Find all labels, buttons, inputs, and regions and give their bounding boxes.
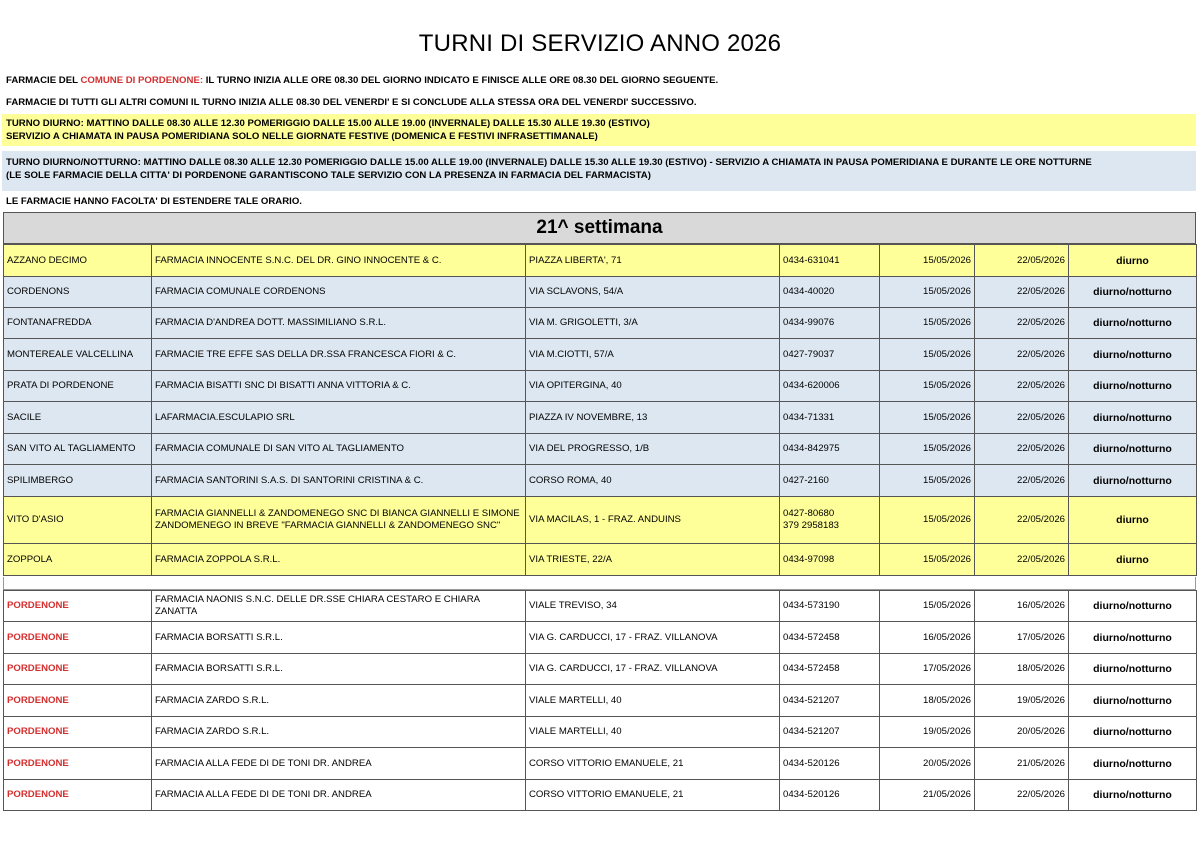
address-cell: VIA M. GRIGOLETTI, 3/A [526,308,780,339]
table-row [4,277,1197,308]
pharmacy-name-cell: FARMACIA ZARDO S.R.L. [152,685,526,717]
end-date-cell: 20/05/2026 [975,717,1069,748]
end-date-cell: 22/05/2026 [975,339,1069,371]
phone-cell: 0434-40020 [780,277,880,308]
note-suffix: IL TURNO INIZIA ALLE ORE 08.30 DEL GIORNO INDICATO E FINISCE ALLE ORE 08.30 DEL GIORNO SEGUENTE. [203,75,719,86]
comune-cell: PRATA DI PORDENONE [4,371,152,402]
start-date-cell: 18/05/2026 [880,685,975,717]
note-facolta: LE FARMACIE HANNO FACOLTA' DI ESTENDERE TALE ORARIO. [6,196,302,207]
comune-cell: ZOPPOLA [4,544,152,576]
service-type-cell: diurno/notturno [1069,780,1197,811]
pharmacy-name-cell: FARMACIA BISATTI SNC DI BISATTI ANNA VITTORIA & C. [152,371,526,402]
table-row [4,465,1197,497]
pharmacy-name-cell: FARMACIA BORSATTI S.R.L. [152,622,526,654]
start-date-cell: 15/05/2026 [880,339,975,371]
phone-cell: 0434-521207 [780,685,880,717]
table-row [4,654,1197,685]
address-cell: VIALE MARTELLI, 40 [526,717,780,748]
address-cell: VIA G. CARDUCCI, 17 - FRAZ. VILLANOVA [526,622,780,654]
pharmacy-name-cell: FARMACIA COMUNALE CORDENONS [152,277,526,308]
comune-cell: PORDENONE [4,780,152,811]
pharmacy-name-cell: FARMACIA ZARDO S.R.L. [152,717,526,748]
start-date-cell: 15/05/2026 [880,591,975,622]
comune-cell: PORDENONE [4,685,152,717]
start-date-cell: 21/05/2026 [880,780,975,811]
start-date-cell: 15/05/2026 [880,497,975,544]
comune-cell: PORDENONE [4,622,152,654]
comune-cell: CORDENONS [4,277,152,308]
comune-cell: SACILE [4,402,152,434]
end-date-cell: 22/05/2026 [975,245,1069,277]
comune-cell: FONTANAFREDDA [4,308,152,339]
comune-cell: SAN VITO AL TAGLIAMENTO [4,434,152,465]
service-type-cell: diurno/notturno [1069,277,1197,308]
phone-cell: 0434-521207 [780,717,880,748]
end-date-cell: 18/05/2026 [975,654,1069,685]
table-row [4,622,1197,654]
table-row [4,371,1197,402]
comune-cell: VITO D'ASIO [4,497,152,544]
phone-cell: 0434-572458 [780,654,880,685]
service-type-cell: diurno/notturno [1069,434,1197,465]
table-row [4,685,1197,717]
address-cell: VIA MACILAS, 1 - FRAZ. ANDUINS [526,497,780,544]
pharmacy-name-cell: FARMACIA D'ANDREA DOTT. MASSIMILIANO S.R.L. [152,308,526,339]
end-date-cell: 21/05/2026 [975,748,1069,780]
service-type-cell: diurno [1069,245,1197,277]
phone-cell: 0434-631041 [780,245,880,277]
comune-cell: PORDENONE [4,748,152,780]
week-header: 21^ settimana [3,212,1196,244]
start-date-cell: 15/05/2026 [880,308,975,339]
start-date-cell: 17/05/2026 [880,654,975,685]
address-cell: VIA M.CIOTTI, 57/A [526,339,780,371]
note-other-comuni-hours: FARMACIE DI TUTTI GLI ALTRI COMUNI IL TURNO INIZIA ALLE 08.30 DEL VENERDI' E SI CONCLUDE ALLA STESSA ORA DEL VENERDI' SUCCESSIVO. [6,97,697,108]
end-date-cell: 22/05/2026 [975,497,1069,544]
start-date-cell: 15/05/2026 [880,371,975,402]
table-row [4,497,1197,544]
table-row [4,245,1197,277]
pharmacy-name-cell: LAFARMACIA.ESCULAPIO SRL [152,402,526,434]
phone-cell: 0427-2160 [780,465,880,497]
page-title: TURNI DI SERVIZIO ANNO 2026 [418,30,782,57]
phone-cell: 0427-79037 [780,339,880,371]
service-type-cell: diurno [1069,497,1197,544]
diurno-info-line-1: TURNO DIURNO: MATTINO DALLE 08.30 ALLE 12.30 POMERIGGIO DALLE 15.00 ALLE 19.00 (INVERNALE) DALLE 15.30 ALLE 19.30 (ESTIVO) [6,118,650,129]
service-type-cell: diurno/notturno [1069,748,1197,780]
phone-cell: 0434-573190 [780,591,880,622]
note-prefix: FARMACIE DEL [6,75,81,86]
end-date-cell: 22/05/2026 [975,277,1069,308]
end-date-cell: 22/05/2026 [975,371,1069,402]
notturno-info-line-2: (LE SOLE FARMACIE DELLA CITTA' DI PORDENONE GARANTISCONO TALE SERVIZIO CON LA PRESENZA IN FARMACIA DEL FARMACISTA) [6,170,651,181]
address-cell: VIA TRIESTE, 22/A [526,544,780,576]
table-row [4,591,1197,622]
address-cell: CORSO VITTORIO EMANUELE, 21 [526,780,780,811]
province-shifts-table [3,244,1197,576]
pharmacy-name-cell: FARMACIA COMUNALE DI SAN VITO AL TAGLIAMENTO [152,434,526,465]
address-cell: CORSO VITTORIO EMANUELE, 21 [526,748,780,780]
phone-cell: 0434-620006 [780,371,880,402]
phone-line-2: 379 2958183 [783,520,840,531]
service-type-cell: diurno/notturno [1069,371,1197,402]
comune-cell: SPILIMBERGO [4,465,152,497]
end-date-cell: 22/05/2026 [975,434,1069,465]
address-cell: VIA SCLAVONS, 54/A [526,277,780,308]
table-row [4,339,1197,371]
service-type-cell: diurno [1069,544,1197,576]
diurno-info-line-2: SERVIZIO A CHIAMATA IN PAUSA POMERIDIANA SOLO NELLE GIORNATE FESTIVE (DOMENICA E FESTIVI INFRASETTIMANALE) [6,131,598,142]
pharmacy-name-cell: FARMACIE TRE EFFE SAS DELLA DR.SSA FRANCESCA FIORI & C. [152,339,526,371]
table-row [4,434,1197,465]
phone-cell: 0434-520126 [780,748,880,780]
phone-cell: 0434-572458 [780,622,880,654]
phone-cell: 0434-71331 [780,402,880,434]
start-date-cell: 19/05/2026 [880,717,975,748]
table-row [4,402,1197,434]
start-date-cell: 20/05/2026 [880,748,975,780]
service-type-cell: diurno/notturno [1069,308,1197,339]
service-type-cell: diurno/notturno [1069,717,1197,748]
service-type-cell: diurno/notturno [1069,591,1197,622]
service-type-cell: diurno/notturno [1069,685,1197,717]
comune-cell: MONTEREALE VALCELLINA [4,339,152,371]
address-cell: PIAZZA LIBERTA', 71 [526,245,780,277]
pharmacy-name-cell: FARMACIA GIANNELLI & ZANDOMENEGO SNC DI BIANCA GIANNELLI E SIMONE ZANDOMENEGO IN BREVE "FARMACIA GIANNELLI & ZANDOMENEGO SNC" [152,497,526,544]
phone-cell [780,497,880,544]
pharmacy-name-cell: FARMACIA BORSATTI S.R.L. [152,654,526,685]
pharmacy-name-cell: FARMACIA NAONIS S.N.C. DELLE DR.SSE CHIARA CESTARO E CHIARA ZANATTA [152,591,526,622]
pharmacy-name-cell: FARMACIA ALLA FEDE DI DE TONI DR. ANDREA [152,748,526,780]
service-type-cell: diurno/notturno [1069,622,1197,654]
phone-cell: 0434-97098 [780,544,880,576]
table-row [4,748,1197,780]
diurno-info-box [2,114,1196,146]
pharmacy-name-cell: FARMACIA INNOCENTE S.N.C. DEL DR. GINO INNOCENTE & C. [152,245,526,277]
end-date-cell: 22/05/2026 [975,465,1069,497]
comune-cell: AZZANO DECIMO [4,245,152,277]
pharmacy-name-cell: FARMACIA ZOPPOLA S.R.L. [152,544,526,576]
address-cell: CORSO ROMA, 40 [526,465,780,497]
pharmacy-name-cell: FARMACIA ALLA FEDE DI DE TONI DR. ANDREA [152,780,526,811]
end-date-cell: 17/05/2026 [975,622,1069,654]
start-date-cell: 15/05/2026 [880,245,975,277]
note-pordenone-hours [6,75,718,86]
service-type-cell: diurno/notturno [1069,654,1197,685]
notturno-info-line-1: TURNO DIURNO/NOTTURNO: MATTINO DALLE 08.30 ALLE 12.30 POMERIGGIO DALLE 15.00 ALLE 19.00 (INVERNALE) DALLE 15.30 ALLE 19.30 (ESTIVO) - SERVIZIO A CHIAMATA IN PAUSA POMERIDIANA E DURANTE LE ORE NOTTURNE [6,157,1092,168]
service-type-cell: diurno/notturno [1069,402,1197,434]
comune-cell: PORDENONE [4,717,152,748]
end-date-cell: 22/05/2026 [975,780,1069,811]
address-cell: VIALE TREVISO, 34 [526,591,780,622]
service-type-cell: diurno/notturno [1069,465,1197,497]
phone-cell: 0434-842975 [780,434,880,465]
address-cell: PIAZZA IV NOVEMBRE, 13 [526,402,780,434]
start-date-cell: 15/05/2026 [880,402,975,434]
start-date-cell: 15/05/2026 [880,544,975,576]
pordenone-shifts-table [3,590,1197,811]
phone-cell: 0434-520126 [780,780,880,811]
phone-line-1: 0427-80680 [783,508,835,519]
start-date-cell: 15/05/2026 [880,434,975,465]
start-date-cell: 16/05/2026 [880,622,975,654]
table-row [4,544,1197,576]
address-cell: VIA DEL PROGRESSO, 1/B [526,434,780,465]
service-type-cell: diurno/notturno [1069,339,1197,371]
note-comune-highlight: COMUNE DI PORDENONE: [80,75,204,86]
comune-cell: PORDENONE [4,654,152,685]
start-date-cell: 15/05/2026 [880,465,975,497]
end-date-cell: 22/05/2026 [975,308,1069,339]
end-date-cell: 19/05/2026 [975,685,1069,717]
table-spacer [3,577,1196,590]
start-date-cell: 15/05/2026 [880,277,975,308]
table-row [4,717,1197,748]
address-cell: VIALE MARTELLI, 40 [526,685,780,717]
address-cell: VIA G. CARDUCCI, 17 - FRAZ. VILLANOVA [526,654,780,685]
comune-cell: PORDENONE [4,591,152,622]
end-date-cell: 22/05/2026 [975,402,1069,434]
phone-cell: 0434-99076 [780,308,880,339]
pharmacy-name-cell: FARMACIA SANTORINI S.A.S. DI SANTORINI CRISTINA & C. [152,465,526,497]
end-date-cell: 16/05/2026 [975,591,1069,622]
end-date-cell: 22/05/2026 [975,544,1069,576]
table-row [4,308,1197,339]
table-row [4,780,1197,811]
address-cell: VIA OPITERGINA, 40 [526,371,780,402]
notturno-info-box [2,151,1196,191]
